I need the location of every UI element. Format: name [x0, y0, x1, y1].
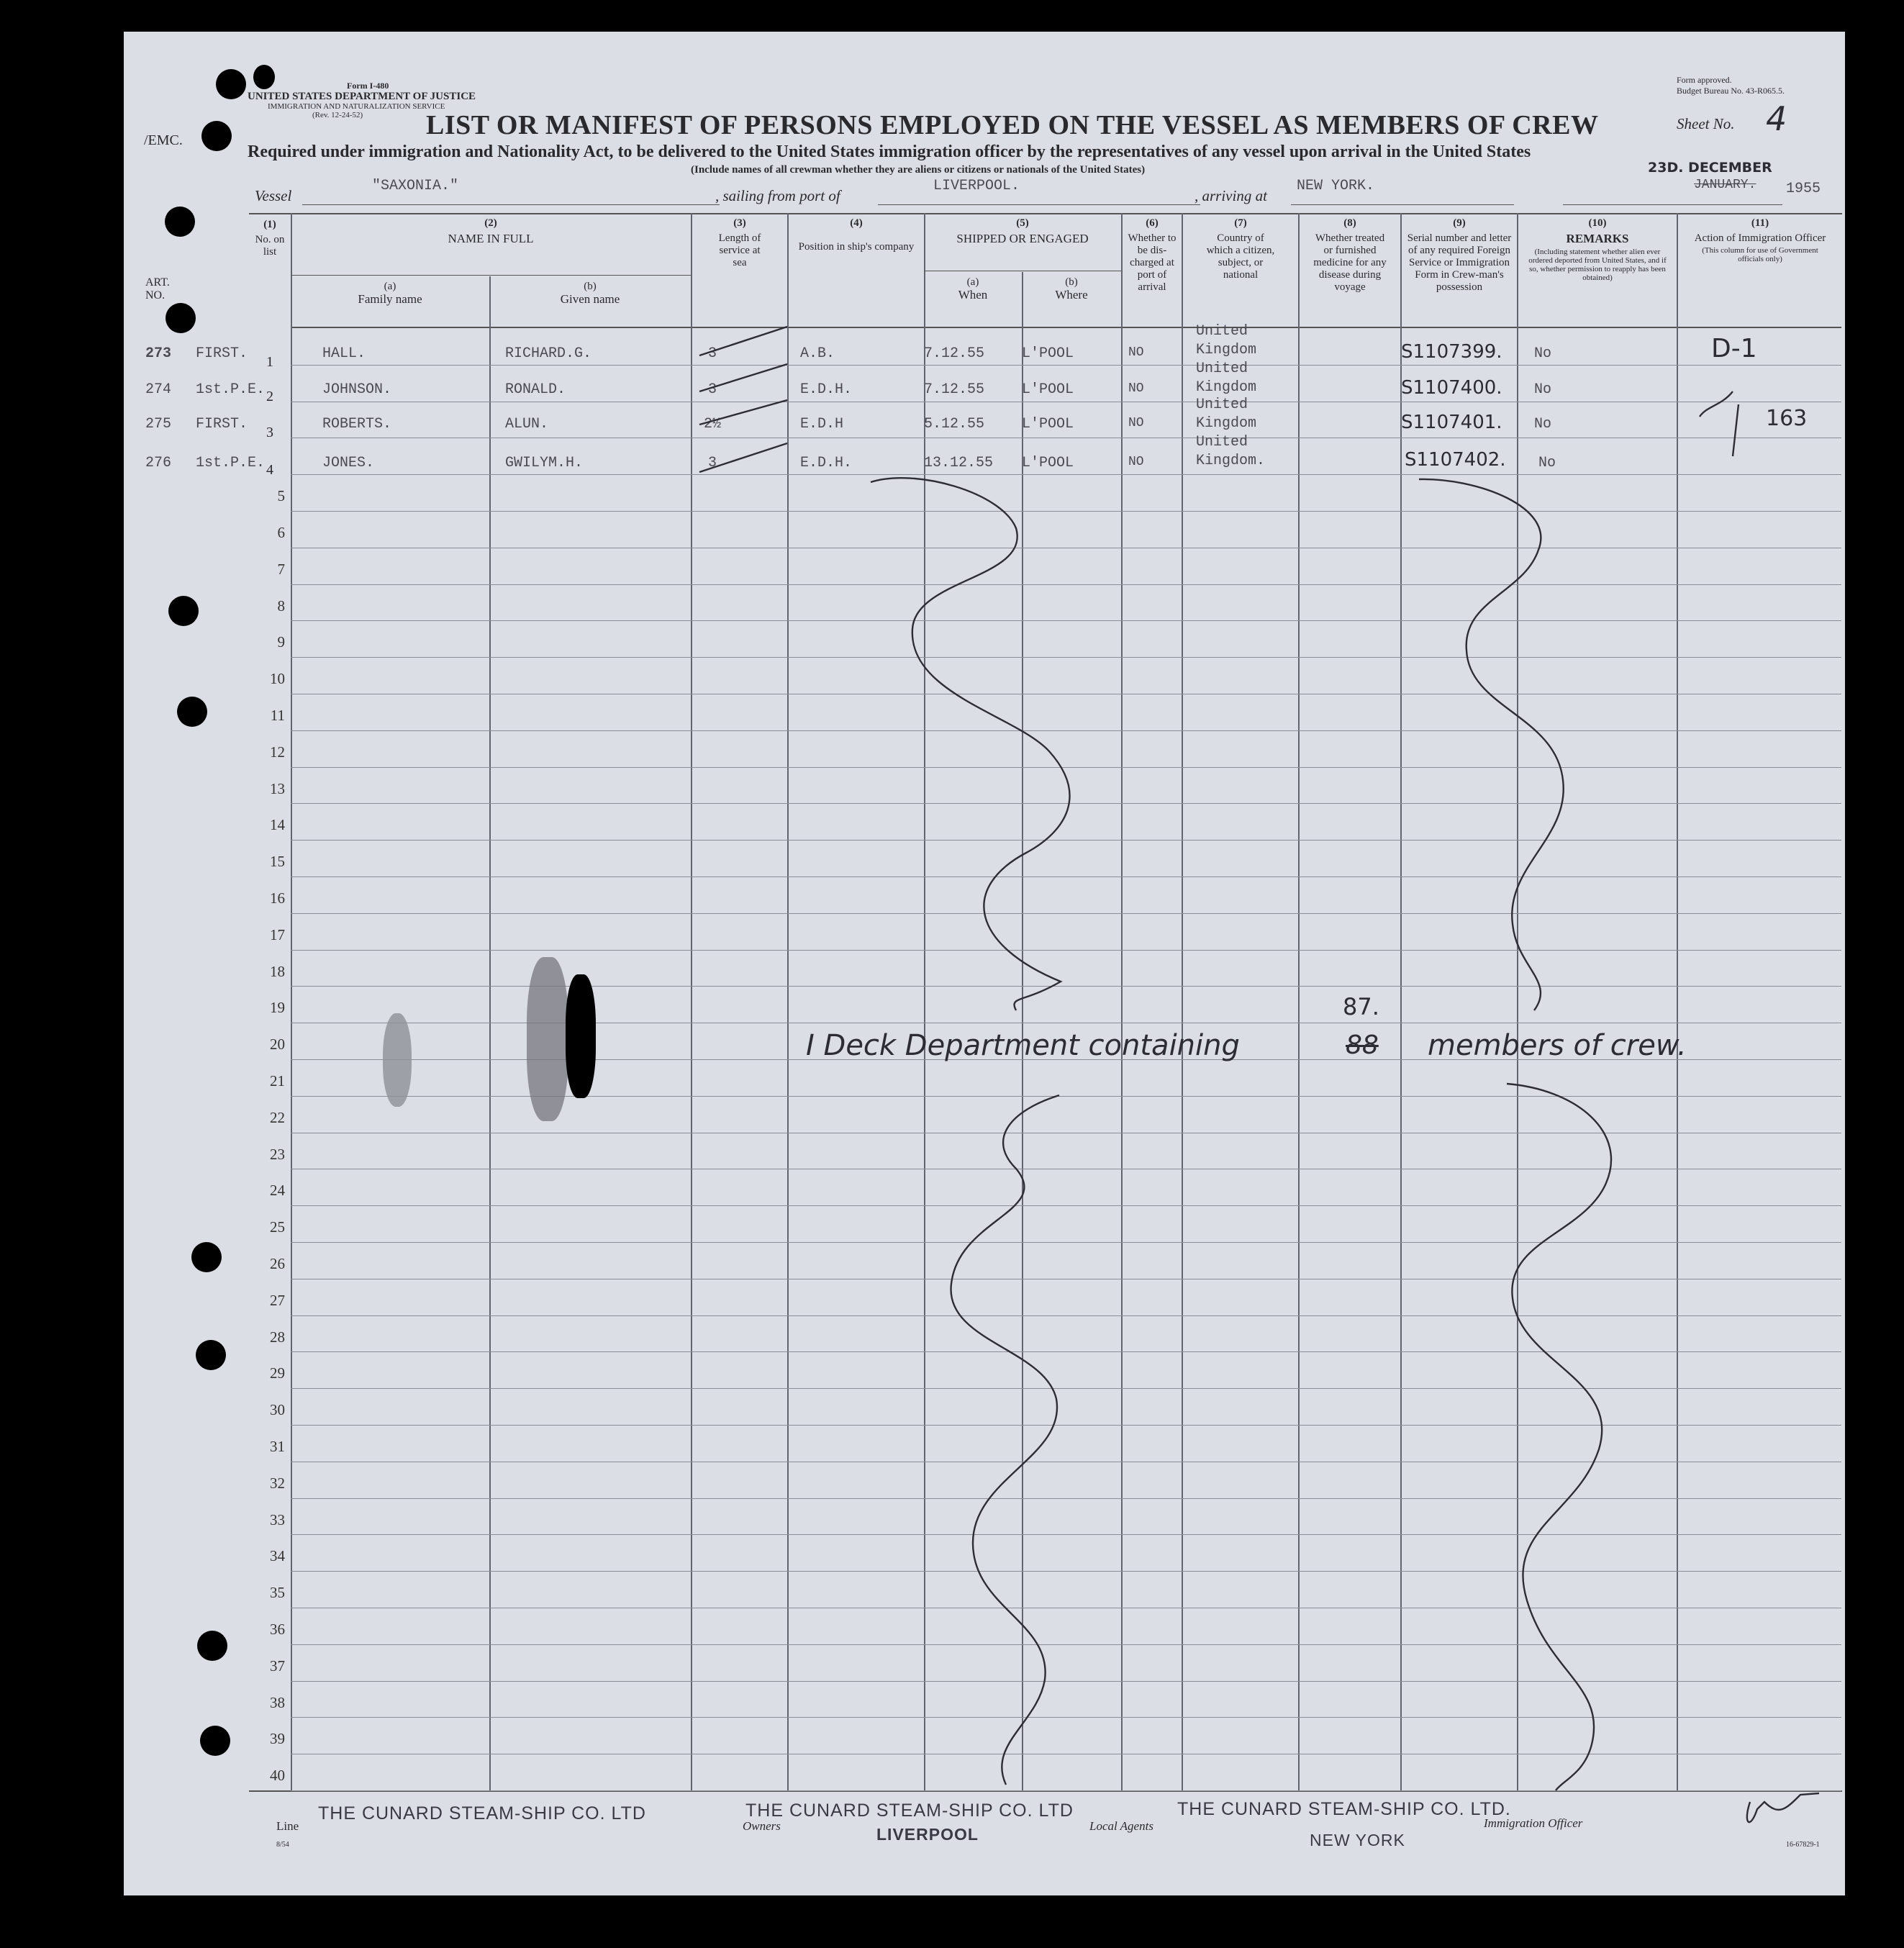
row-number: 25 — [270, 1218, 285, 1236]
arriving-label: , arriving at — [1194, 187, 1267, 204]
manifest-sheet — [124, 32, 1845, 1895]
officer-label: Immigration Officer — [1484, 1816, 1583, 1830]
row-number: 31 — [270, 1438, 285, 1455]
position: E.D.H — [800, 416, 844, 432]
year: 1955 — [1786, 181, 1821, 197]
owners-label: Owners — [743, 1819, 781, 1833]
serial-number: S1107402. — [1405, 449, 1506, 471]
row-number: 32 — [270, 1474, 285, 1492]
form-number: Form I-480 — [347, 81, 389, 91]
row-number: 40 — [270, 1767, 285, 1785]
rating: FIRST. — [196, 345, 248, 362]
family-name: HALL. — [322, 345, 366, 362]
family-name: JOHNSON. — [322, 381, 392, 398]
agents-city: NEW YORK — [1310, 1831, 1405, 1849]
shipped-where: L'POOL — [1022, 455, 1074, 471]
serial-number: S1107400. — [1401, 377, 1502, 399]
row-number: 27 — [270, 1291, 285, 1309]
col-header-name: (2) NAME IN FULL — [448, 217, 534, 245]
row-number: 23 — [270, 1145, 285, 1163]
officer-number-mark: 163 — [1766, 406, 1808, 431]
position: E.D.H. — [800, 455, 853, 471]
serial-number: S1107399. — [1401, 341, 1502, 363]
officer-d1-mark: D-1 — [1711, 334, 1757, 363]
form-title: LIST OR MANIFEST OF PERSONS EMPLOYED ON THE VESSEL AS MEMBERS OF CREW — [426, 110, 1599, 140]
row-number: 38 — [270, 1693, 285, 1711]
country: United Kingdom — [1196, 361, 1257, 396]
row-number: 13 — [270, 779, 285, 797]
row-number: 30 — [270, 1401, 285, 1419]
print-code-right: 16-67829-1 — [1786, 1841, 1820, 1849]
shipped-when: 7.12.55 — [924, 381, 985, 398]
row-number: 2 — [266, 389, 273, 404]
shipped-when: 7.12.55 — [924, 345, 985, 362]
ditto-marks — [124, 32, 1845, 1895]
service-length: 3 — [708, 455, 717, 471]
row-number: 14 — [270, 816, 285, 834]
shipped-where: L'POOL — [1022, 416, 1074, 432]
margin-emc: /EMC. — [144, 132, 183, 148]
rating: 1st.P.E. — [196, 455, 266, 471]
col-header-discharged: (6) Whether to be dis-charged at port of arrival — [1128, 217, 1177, 293]
row-number: 11 — [270, 707, 285, 724]
service-length: 3 — [708, 345, 717, 362]
row-number: 5 — [277, 487, 285, 505]
row-number: 12 — [270, 743, 285, 761]
row-number: 34 — [270, 1547, 285, 1565]
discharged: NO — [1128, 455, 1144, 469]
row-number: 19 — [270, 999, 285, 1017]
row-number: 9 — [277, 633, 285, 651]
row-number: 36 — [270, 1621, 285, 1638]
row-number: 16 — [270, 889, 285, 907]
row-number: 1 — [266, 354, 273, 370]
vessel-label: Vessel — [255, 187, 292, 204]
col-header-action: (11) Action of Immigration Officer (This column for use of Government officials only) — [1694, 217, 1826, 263]
col-header-given-name: (b) Given name — [560, 281, 620, 306]
date-handwritten: 23D. DECEMBER — [1648, 160, 1772, 176]
country: United Kingdom — [1196, 323, 1257, 358]
col-header-position: (4) Position in ship's company — [798, 217, 915, 253]
row-number: 15 — [270, 853, 285, 871]
row-number: 4 — [266, 462, 273, 478]
art-number: 274 — [145, 381, 172, 398]
owners-stamp: THE CUNARD STEAM-SHIP CO. LTD — [745, 1800, 1074, 1821]
form-subtitle: Required under immigration and Nationality Act, to be delivered to the United States immigration officer by the representatives of any vessel upon arrival in the United States — [248, 142, 1531, 161]
arriving-port: NEW YORK. — [1297, 178, 1375, 194]
shipped-when: 5.12.55 — [924, 416, 985, 432]
shipped-where: L'POOL — [1022, 381, 1074, 398]
art-number: 273 — [145, 345, 172, 362]
summary-prefix: I Deck Department containing — [806, 1029, 1240, 1062]
country: United Kingdom. — [1196, 434, 1266, 469]
ink-blot — [566, 974, 596, 1098]
shipped-when: 13.12.55 — [924, 455, 994, 471]
date-struck: JANUARY. — [1694, 178, 1756, 192]
rating: FIRST. — [196, 416, 248, 432]
sailing-label: , sailing from port of — [715, 187, 840, 204]
print-code-left: 8/54 — [276, 1841, 289, 1849]
col-header-length-service: (3) Length of service at sea — [718, 217, 761, 268]
agents-label: Local Agents — [1089, 1819, 1153, 1833]
vessel-name: "SAXONIA." — [372, 178, 459, 194]
department-name: UNITED STATES DEPARTMENT OF JUSTICE — [248, 91, 476, 102]
remarks: No — [1534, 345, 1552, 362]
col-header-shipped: (5) SHIPPED OR ENGAGED — [956, 217, 1089, 245]
agents-stamp: THE CUNARD STEAM-SHIP CO. LTD. — [1177, 1799, 1511, 1819]
row-number: 29 — [270, 1364, 285, 1382]
summary-suffix: members of crew. — [1428, 1029, 1687, 1062]
col-header-when: (a) When — [958, 276, 988, 302]
row-number: 26 — [270, 1255, 285, 1272]
row-number: 8 — [277, 597, 285, 615]
row-number: 39 — [270, 1730, 285, 1748]
col-header-number: (1) No. on list — [255, 219, 285, 258]
shipped-where: L'POOL — [1022, 345, 1074, 362]
row-number: 33 — [270, 1510, 285, 1528]
row-number: 35 — [270, 1584, 285, 1602]
row-number: 37 — [270, 1657, 285, 1675]
serial-number: S1107401. — [1401, 412, 1502, 433]
given-name: RICHARD.G. — [505, 345, 592, 362]
service-length: 3 — [708, 381, 717, 398]
owners-city: LIVERPOOL — [876, 1825, 979, 1844]
given-name: RONALD. — [505, 381, 566, 398]
given-name: ALUN. — [505, 416, 549, 432]
line-stamp: THE CUNARD STEAM-SHIP CO. LTD — [318, 1803, 646, 1824]
include-note: (Include names of all crewman whether they are aliens or citizens or nationals of the United States) — [691, 164, 1146, 176]
col-header-where: (b) Where — [1055, 276, 1088, 302]
col-header-serial: (9) Serial number and letter of any required Foreign Service or Immigration Form in Crew-man's possession — [1407, 217, 1512, 293]
family-name: ROBERTS. — [322, 416, 392, 432]
col-header-treated: (8) Whether treated or furnished medicine for any disease during voyage — [1313, 217, 1387, 293]
ink-blot — [527, 957, 568, 1121]
remarks: No — [1534, 416, 1552, 432]
summary-count: 87. — [1343, 993, 1379, 1020]
discharged: NO — [1128, 416, 1144, 430]
ink-blot — [383, 1013, 412, 1107]
rating: 1st.P.E. — [196, 381, 266, 398]
sheet-label: Sheet No. — [1677, 115, 1735, 132]
form-approved: Form approved. — [1677, 75, 1732, 85]
discharged: NO — [1128, 345, 1144, 360]
row-number: 18 — [270, 962, 285, 980]
row-number: 17 — [270, 925, 285, 943]
row-number: 20 — [270, 1036, 285, 1054]
position: E.D.H. — [800, 381, 853, 398]
margin-art-label: ART. NO. — [145, 276, 170, 302]
row-number: 28 — [270, 1328, 285, 1346]
row-number: 24 — [270, 1182, 285, 1200]
row-number: 3 — [266, 425, 273, 440]
remarks: No — [1534, 381, 1552, 398]
row-number: 7 — [277, 560, 285, 578]
service-length: 2½ — [704, 416, 722, 432]
country: United Kingdom — [1196, 397, 1257, 432]
sailing-port: LIVERPOOL. — [933, 178, 1020, 194]
row-number: 6 — [277, 524, 285, 541]
line-label: Line — [276, 1819, 299, 1833]
summary-struck-count: 88 — [1346, 1030, 1379, 1060]
row-number: 10 — [270, 670, 285, 688]
family-name: JONES. — [322, 455, 375, 471]
art-number: 276 — [145, 455, 172, 471]
given-name: GWILYM.H. — [505, 455, 584, 471]
col-header-family-name: (a) Family name — [358, 281, 422, 306]
col-header-country: (7) Country of which a citizen, subject, or national — [1206, 217, 1275, 281]
budget-bureau: Budget Bureau No. 43-R065.5. — [1677, 86, 1785, 96]
service-name: IMMIGRATION AND NATURALIZATION SERVICE — [268, 102, 445, 111]
discharged: NO — [1128, 381, 1144, 396]
row-number: 21 — [270, 1072, 285, 1089]
position: A.B. — [800, 345, 835, 362]
col-header-remarks: (10) REMARKS (Including statement whether alien ever ordered deported from United States, and if so, whether permission to reapply has been obtained) — [1528, 217, 1667, 282]
row-number: 22 — [270, 1108, 285, 1126]
form-revision: (Rev. 12-24-52) — [312, 111, 363, 119]
sheet-number: 4 — [1766, 99, 1787, 138]
remarks: No — [1538, 455, 1556, 471]
art-number: 275 — [145, 416, 172, 432]
